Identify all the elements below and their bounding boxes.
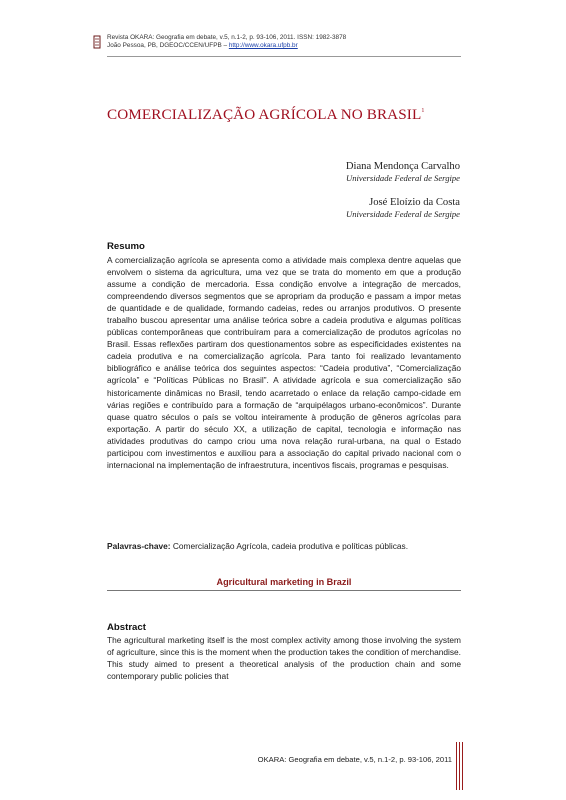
footer-decoration: [456, 742, 466, 790]
abstract-text: The agricultural marketing itself is the most complex activity among those involving the system of agriculture, since this is the moment when the production takes the condition of merchandise. This study aimed to present a theoretical analysis of the production chain and some contemporary public policies that: [107, 635, 461, 682]
article-title-text: COMERCIALIZAÇÃO AGRÍCOLA NO BRASIL: [107, 106, 422, 123]
resumo-heading: Resumo: [107, 241, 145, 252]
header-divider: [107, 56, 461, 57]
author-block-2: [346, 196, 460, 220]
author-name: Diana Mendonça Carvalho: [345, 161, 460, 172]
keywords-label: Palavras-chave:: [107, 541, 171, 551]
page-footer: OKARA: Geografia em debate, v.5, n.1-2, p. 93-106, 2011: [257, 755, 452, 764]
english-title: Agricultural marketing in Brazil: [216, 577, 352, 587]
abstract-heading: Abstract: [107, 622, 146, 633]
author-affiliation: Universidade Federal de Sergipe: [346, 173, 460, 183]
journal-header: [107, 34, 346, 50]
author-block-1: [346, 160, 460, 184]
author-affiliation: Universidade Federal de Sergipe: [346, 209, 460, 219]
author-name: José Eloízio da Costa: [369, 197, 460, 208]
journal-url-link[interactable]: http://www.okara.ufpb.br: [228, 42, 298, 49]
english-title-divider: [107, 590, 461, 591]
header-location: [107, 42, 346, 50]
title-footnote-marker[interactable]: 1: [421, 108, 425, 114]
header-citation: Revista OKARA: Geografia em debate, v.5, n.1-2, p. 93-106, 2011. ISSN: 1982-3878: [107, 34, 347, 41]
keywords-text: Comercialização Agrícola, cadeia produtiva e políticas públicas.: [170, 541, 409, 551]
resumo-text: A comercialização agrícola se apresenta como a atividade mais complexa dentre aquelas que envolvem o sistema da agricultura, uma vez que se trata do momento em que a produção assume a condição de mercadoria. Essa condição envolve a integração de mercados, compreendendo diversos segmentos que se apropriam da produção e passam a impor metas de quantidade e de qualidade, formando cadeias, redes ou arranjos produtivos. O presente trabalho buscou apresentar uma análise teórica sobre a cadeia produtiva e algumas políticas públicas contemporâneas que contribuíram para a comercialização de produtos agrícolas no Brasil. Essas reflexões partiram dos questionamentos sobre as especificidades existentes na cadeia produtiva e na comercialização agrícola. Para tanto foi realizado levantamento bibliográfico e análise teórica dos seguintes aspectos: “Cadeia produtiva”, “Comercialização agrícola” e “Políticas Públicas no Brasil”. A atividade agrícola e sua comercialização são historicamente dinâmicas no Brasil, tendo acarretado o enlace da relação campo-cidade em várias regiões e contribuído para a formação de “arquipélagos urbano-econômicos”. Durante quase quatro séculos o país se voltou inteiramente à produção de gêneros agrícolas para exportação. A partir do século XX, a utilização de capital, tecnologia e informação nas atividades produtivas do campo criou uma nova relação rural-urbana, na qual o Estado participou com investimentos e auxiliou para a associação do capital privado nacional com o internacional na implementação de infraestrutura, incentivos fiscais, programas e pesquisas.: [107, 255, 461, 470]
keywords: [107, 540, 461, 552]
journal-logo-icon: [92, 34, 102, 50]
header-location-text: João Pessoa, PB, DGEOC/CCEN/UFPB –: [107, 42, 229, 49]
article-title: [107, 106, 424, 124]
